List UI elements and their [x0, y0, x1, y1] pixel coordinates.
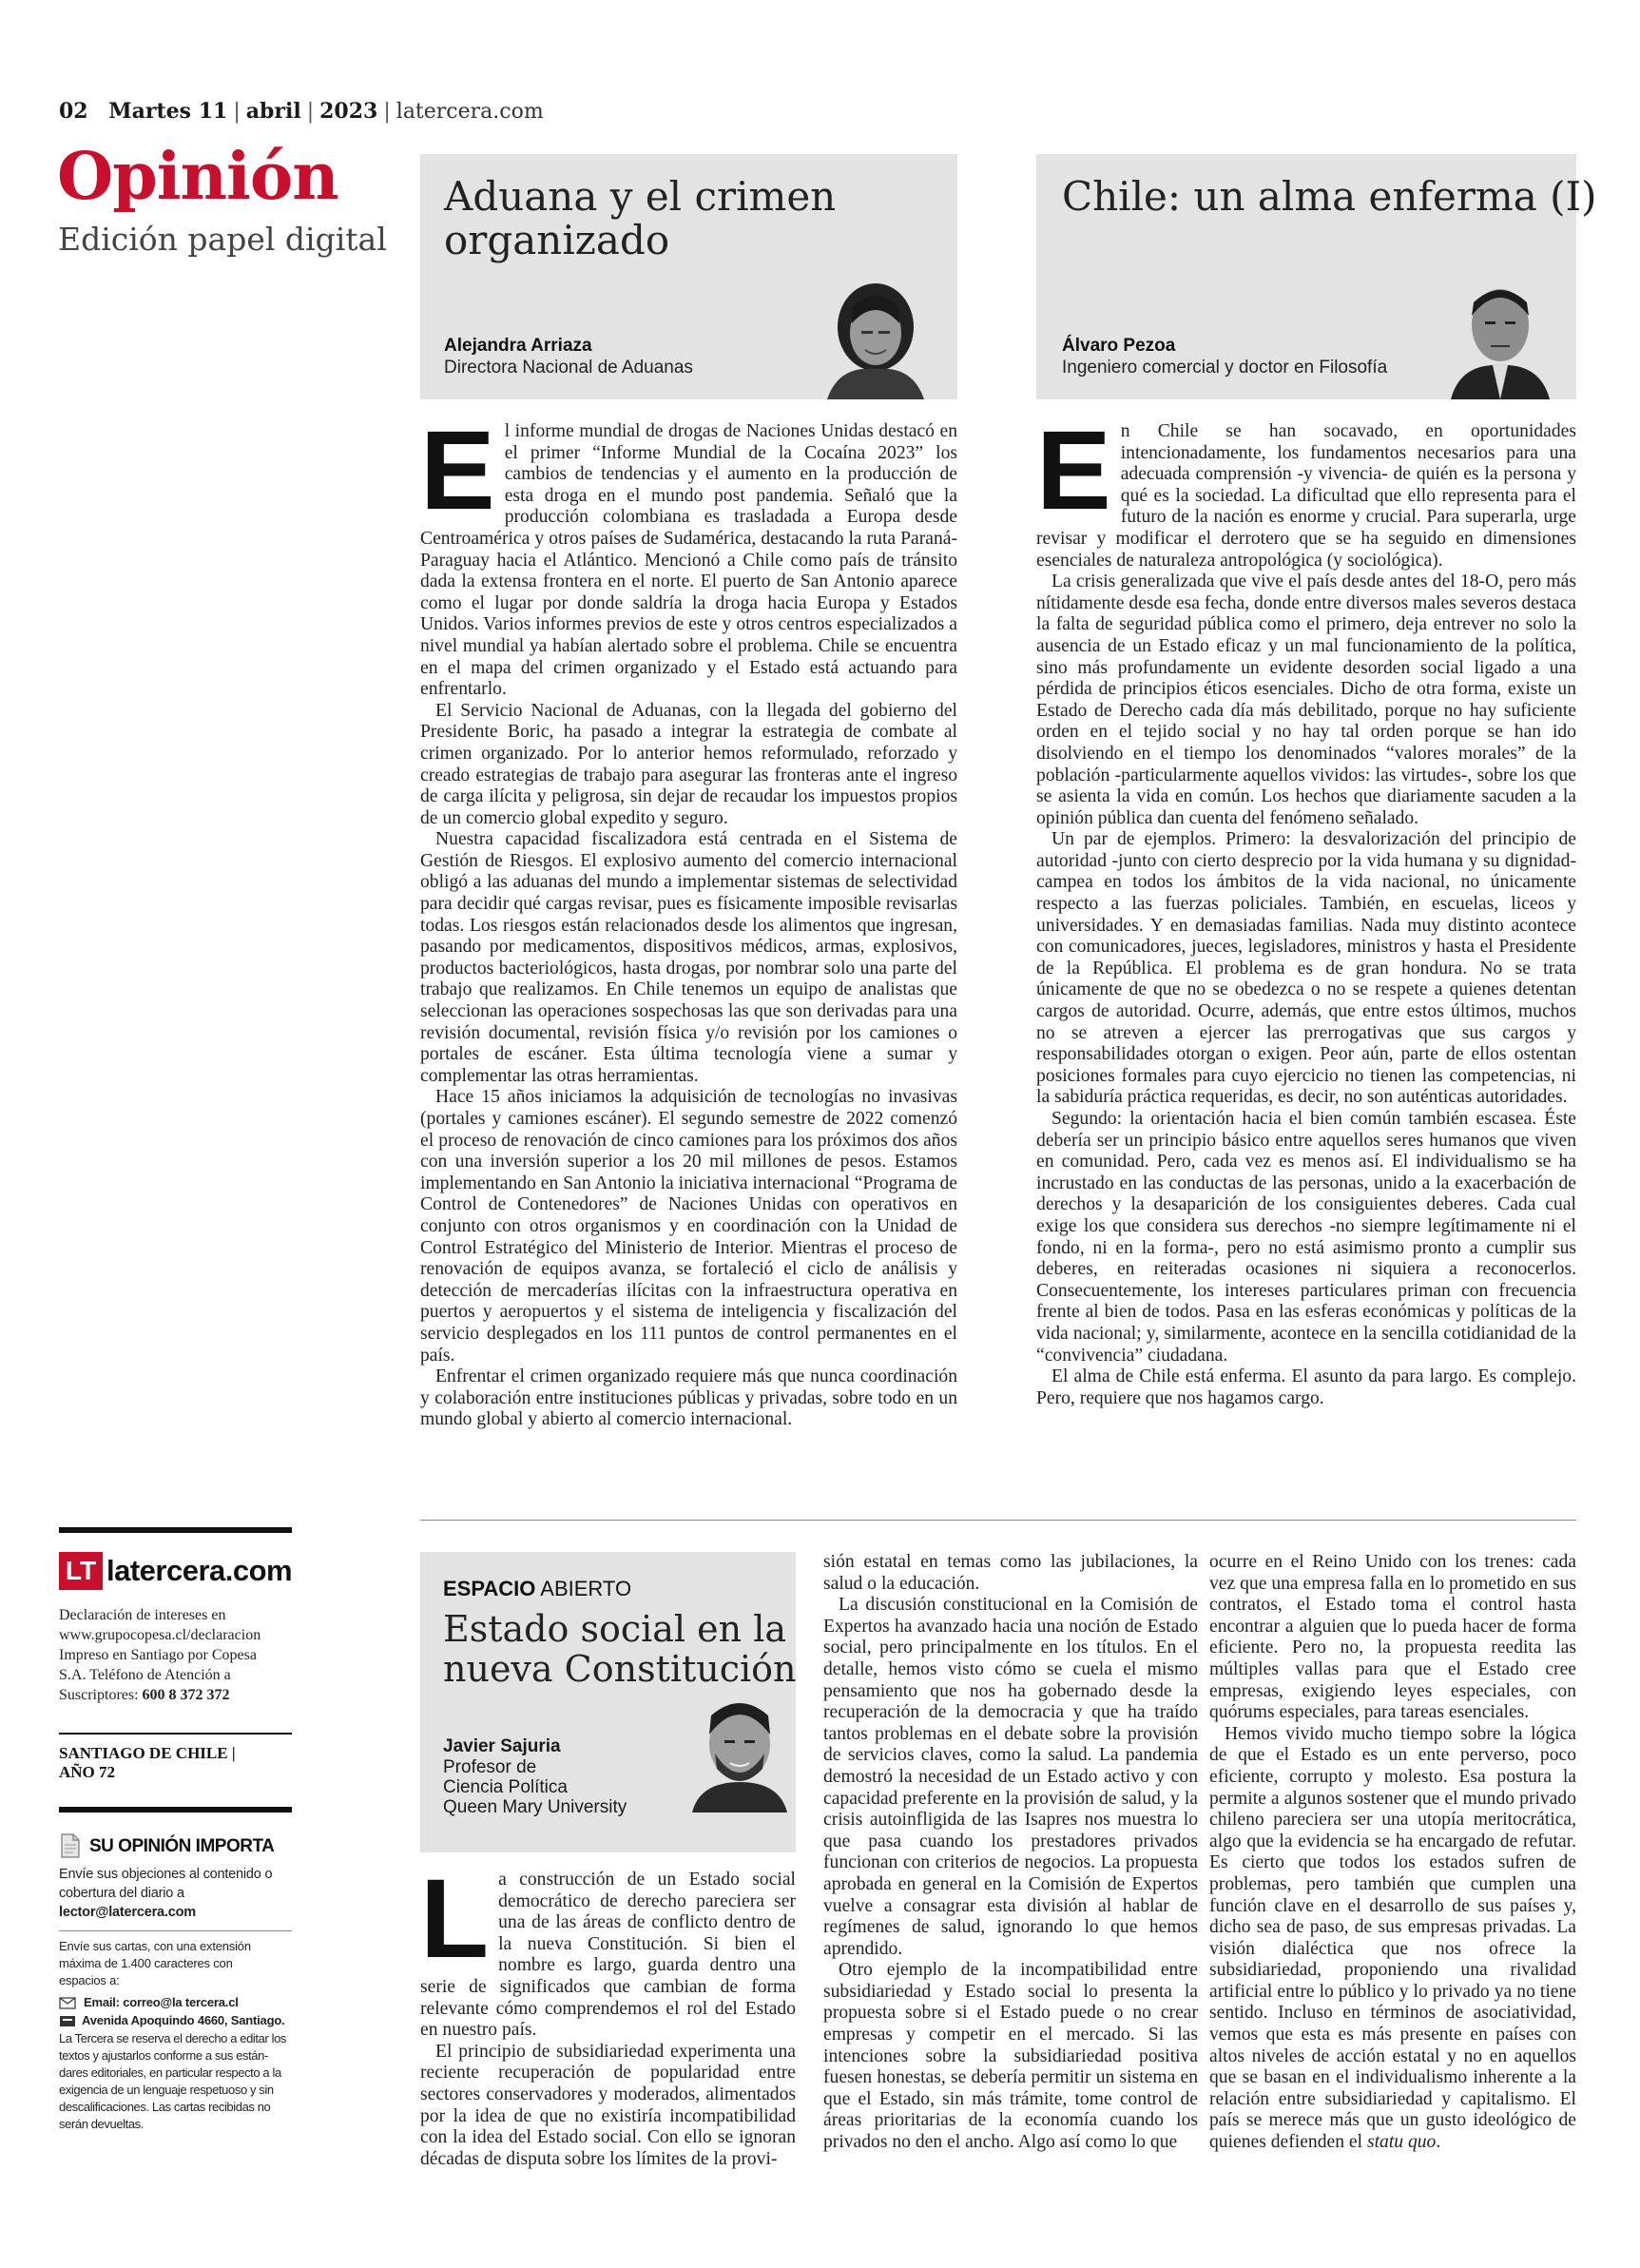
article3-paragraph: sión estatal en temas como las jubilaciones, la salud o la educación. — [823, 1552, 1198, 1594]
sidebar-rule — [59, 1930, 292, 1931]
article3-paragraph: Hemos vivido mucho tiempo sobre la lógica de que el Estado es un ente perverso, poco eficiente, corrupto y molesto. Esa postura la permite a algunos sostener que el mundo privado chileno pareciera ser una utopía meritocrática, algo que la evidencia se ha encargado de refutar. Es cierto que todos los estados sufren de problemas, pero también que cumplen una función clave en el desarrollo de sus países y, dicho sea de paso, de sus empresas privadas. La visión dialéctica que nos ofrece la subsidiariedad, proponiendo una rivalidad artificial entre lo público y lo privado ya no tiene sentido. Incluso en términos de asociatividad, vemos que esta es más presente en países con altos niveles de acción estatal y no en aquellos que se basan en el individualismo inherente a la relación entre subsidiariedad y capitalismo. El país se merece más que un gusto ideológico de quienes defienden el statu quo. — [1209, 1723, 1576, 2153]
article1-paragraph: Hace 15 años iniciamos la adquisición de tecnologías no invasivas (portales y camiones escáner). El segundo semestre de 2022 comenzó el proceso de renovación de cinco camiones para los próximos dos años con una inversión superior a los 20 mil millones de pesos. Estamos implementando en San Antonio la iniciativa internacional “Programa de Control de Contenedores” de Naciones Unidas con operativos en conjunto con otros organismos y en coordinación con la Unidad de Control Estratégico del Ministerio de Interior. Mientras el proceso de renovación de equipos avanza, se fortaleció el ciclo de análisis y detección de mercaderías ilícitas con la infraestructura operativa en puertos y aeropuertos y el sistema de inteligencia y fiscalización del servicio desplegados en los 111 puntos de control permanentes en el país. — [420, 1087, 957, 1366]
article3-column-2 — [823, 1552, 1198, 2161]
article2-author: Álvaro Pezoa — [1062, 336, 1176, 356]
letters-email[interactable]: Email: correo@la tercera.cl — [84, 1995, 239, 2009]
article2-paragraph: En Chile se han socavado, en oportunidades intencionadamente, los fundamentos necesarios para una adecuada comprensión -y vivencia- de quién es la persona y qué es la sociedad. La dificultad que ello representa para el futuro de la nación es enorme y crucial. Para superarla, urge revisar y modificar el derrotero que se ha seguido en dimensiones esenciales de naturaleza antropológica (y sociológica). — [1036, 408, 1576, 571]
article3-paragraph: El principio de subsidiariedad experimenta una reciente recuperación de popularidad entre sectores conservadores y moderados, alimentados por la idea de que no existiría incompatibilidad con la idea del Estado social. Con ello se ignoran décadas de disputa sobre los límites de la provi- — [420, 2041, 796, 2169]
page-folio: 02 Martes 11 | abril | 2023 | latercera.com — [59, 99, 544, 124]
italic-phrase: statu quo — [1366, 2132, 1437, 2153]
mailbox-icon — [59, 2015, 76, 2027]
dropcap: E — [1036, 408, 1111, 533]
article3-title: Estado social en la nueva Constitución — [443, 1608, 797, 1690]
dropcap: L — [420, 1856, 490, 1982]
article3-author: Javier Sajuria — [443, 1736, 561, 1756]
article3-role: Profesor de Ciencia Política Queen Mary University — [443, 1757, 627, 1817]
article3-paragraph: La discusión constitucional en la Comisión de Expertos ha avanzado hacia una noción de Estado social, pero principalmente en los títulos. En el detalle, hemos visto cómo se cuela el mismo pensamiento que nos ha gobernado desde la recuperación de la democracia y que ha traído tantos problemas en el debate sobre la provisión de servicios claves, como la salud. La pandemia demostró la necesidad de un Estado activo y con capacidad preferente en la provisión de salud, y la crisis autoinfligida de las Isapres nos muestra lo que pasa cuando los prestadores privados funcionan con criterios de negocios. La propuesta aprobada en general en la Comisión de Expertos vuelve a consagrar esta división al hablar de regímenes de salud, ignorando lo que hemos aprendido. — [823, 1595, 1198, 1959]
article1-paragraph: El Servicio Nacional de Aduanas, con la llegada del gobierno del Presidente Boric, ha pasado a integrar la estrategia de combate al crimen organizado. Por lo anterior hemos reformulado, reforzado y creado estrategias de trabajo para asegurar las fronteras ante el ingreso de carga ilícita y peligrosa, sin dejar de recaudar los impuestos propios de un comercio global expedito y seguro. — [420, 700, 957, 828]
latercera-logo: LT — [59, 1552, 103, 1590]
article3-column-1 — [420, 1856, 796, 2169]
article2-paragraph: La crisis generalizada que vive el país desde antes del 18-O, pero más nítidamente desde esa fecha, donde entre diversos males severos destaca la falta de seguridad pública como el primero, deja entrever no solo la ausencia de un Estado eficaz y un mal funcionamiento de la política, sino más profundamente un evidente desorden social ligado a una pérdida de principios éticos esenciales. Dicho de otra forma, existe un Estado de Derecho cada día más debilitado, porque no hay suficiente orden en el tejido social y no hay tal orden porque se han ido disolviendo en el tiempo los denominados “valores morales” de la población -particularmente aquellos vividos: las virtudes-, sobre los que se asienta la vida en común. Los hechos que diariamente sacuden a la opinión pública dan cuenta del fenómeno señalado. — [1036, 572, 1576, 828]
sidebar-disclaimer: La Tercera se reserva el derecho a editar los textos y ajustarlos conforme a sus están- dares editoriales, en particular respecto a la exigencia de un lenguaje respetuoso y sin descalificaciones. Las cartas recibidas no serán devueltas. — [59, 2031, 287, 2131]
latercera-site-link[interactable]: latercera.com — [106, 1554, 293, 1587]
article1-paragraph: Enfrentar el crimen organizado requiere más que nunca coordinación y colaboración entre instituciones públicas y privadas, sobre todo en un mundo global y abierto al comercio internacional. — [420, 1367, 957, 1430]
sidebar-rule — [59, 1733, 292, 1735]
author-portrait — [688, 1687, 791, 1812]
sidebar-objections: Envíe sus objeciones al contenido o cobertura del diario a lector@latercera.com — [59, 1865, 297, 1922]
article2-paragraph: Un par de ejemplos. Primero: la desvalorización del principio de autoridad -junto con cierto desprecio por la vida humana y su dignidad- campea en todos los ámbitos de la vida nacional, no únicamente respecto a las fuerzas policiales. También, en escuelas, liceos y universidades. Y en demasiadas familias. Nada muy distinto acontece con comunicadores, jueces, legisladores, ministros y hasta el Presidente de la República. El problema es de gran hondura. No se trata únicamente de que no se obedezca o no se respete a quienes detentan cargos de autoridad. Ocurre, además, que entre estos últimos, muchos no se atreven a ejercer las prerrogativas que sus cargos y responsabilidades otorgan o exigen. Peor aún, parte de ellos ostentan posiciones formales para cuyo ejercicio no tienen las competencias, ni la sabiduría práctica requeridas, es decir, no son auténticas autoridades. — [1036, 829, 1576, 1108]
section-subtitle: Edición papel digital — [58, 221, 387, 258]
sidebar-declaration: Declaración de intereses en www.grupocopesa.cl/declaracion Impreso en Santiago por Copesa S.A. Teléfono de Atención a Suscriptores: 600 8 372 372 — [59, 1607, 261, 1703]
document-icon — [60, 1833, 81, 1858]
article1-body — [420, 408, 957, 1505]
page-number: 02 — [59, 99, 88, 124]
article2-paragraph: El alma de Chile está enferma. El asunto da para largo. Es complejo. Pero, requiere que nos hagamos cargo. — [1036, 1367, 1576, 1408]
section-divider — [420, 1520, 1576, 1521]
su-opinion-title: SU OPINIÓN IMPORTA — [89, 1836, 275, 1856]
article1-paragraph: Nuestra capacidad fiscalizadora está centrada en el Sistema de Gestión de Riesgos. El explosivo aumento del comercio internacional obligó a las aduanas del mundo a implementar sistemas de selectividad para decidir qué cargas revisar, pues es físicamente imposible revisarlas todas. Los riesgos están relacionados desde los alimentos que ingresan, pasando por medicamentos, dispositivos médicos, armas, explosivos, productos bacteriológicos, hasta drogas, por nombrar solo una parte del trabajo que realizamos. En Chile tenemos un equipo de analistas que seleccionan las operaciones sospechosas las que son derivadas para una revisión documental, revisión física y/o revisión por los camiones o portales de escáner. Esta última tecnología viene a sumar y complementar las otras herramientas. — [420, 829, 957, 1086]
author-portrait — [820, 270, 932, 399]
article3-paragraph: ocurre en el Reino Unido con los trenes: cada vez que una empresa falla en lo prometido en sus contratos, el Estado toma el control hasta encontrar a alguien que lo pueda hacer de forma eficiente. Pero no, la propuesta reedita las múltiples vallas para que el Estado cree empresas, exigiendo leyes especiales, con quórums especiales, para tareas esenciales. — [1209, 1552, 1576, 1723]
sidebar-city: SANTIAGO DE CHILE | AÑO 72 — [59, 1744, 236, 1781]
objections-email[interactable]: lector@latercera.com — [59, 1905, 196, 1920]
sidebar-rule — [59, 1807, 292, 1812]
article3-paragraph: La construcción de un Estado social democrático de derecho pareciera ser una de las áreas de conflicto dentro de la nueva Constitución. Si bien el nombre es largo, guarda dentro una serie de significados que cambian de forma relevante cómo comprendemos el rol del Estado en nuestro país. — [420, 1856, 796, 2041]
letters-address: Avenida Apoquindo 4660, Santiago. — [82, 2013, 285, 2027]
subscriber-phone: 600 8 372 372 — [142, 1687, 230, 1703]
author-portrait — [1447, 270, 1553, 399]
article1-paragraph: El informe mundial de drogas de Naciones Unidas destacó en el primer “Informe Mundial de la Cocaína 2023” los cambios de tendencias y el aumento en la producción de esta droga en el mundo post pandemia. Señaló que la producción colombiana es trasladada a Europa desde Centroamérica y otros países de Sudamérica, destacando la ruta Paraná-Paraguay hacia el Atlántico. Mencionó a Chile como país de tránsito dada la extensa frontera en el norte. El puerto de San Antonio aparece como el lugar por donde saldría la droga hacia Europa y Estados Unidos. Varios informes previos de este y otros centros especializados a nivel mundial ya habían alertado sobre el problema. Chile se encuentra en el mapa del crimen organizado y el Estado está actuando para enfrentarlo. — [420, 408, 957, 700]
article3-column-3 — [1209, 1552, 1576, 2161]
article2-role: Ingeniero comercial y doctor en Filosofía — [1062, 358, 1388, 378]
article1-title: Aduana y el crimen organizado — [444, 173, 837, 263]
article1-role: Directora Nacional de Aduanas — [444, 358, 693, 378]
sidebar-rule — [59, 1527, 292, 1533]
article1-author: Alejandra Arriaza — [444, 336, 592, 356]
article1-header — [420, 154, 957, 399]
envelope-icon — [59, 1997, 76, 2009]
espacio-abierto-kicker: ESPACIO ABIERTO — [443, 1577, 632, 1600]
issue-year: 2023 — [319, 99, 378, 124]
article3-paragraph: Otro ejemplo de la incompatibilidad entre subsidiariedad y Estado social lo presenta la propuesta sobre si el Estado puede o no crear empresas y competir en el mercado. Si las intenciones sobre la subsidiariedad positiva fuesen honestas, se debería permitir un sistema en que el Estado, sin más trámite, tome control de áreas prioritarias de la economía cuando los privados no den el ancho. Algo así como lo que — [823, 1960, 1198, 2153]
site-link[interactable]: latercera.com — [396, 100, 544, 124]
article2-title: Chile: un alma enferma (I) — [1062, 173, 1597, 220]
section-title: Opinión — [57, 139, 338, 215]
article2-body — [1036, 408, 1576, 1505]
issue-day: Martes 11 — [108, 99, 228, 124]
issue-month: abril — [245, 99, 301, 124]
sidebar-letters: Envíe sus cartas, con una extensión máxima de 1.400 caracteres con espacios a: — [59, 1939, 251, 1987]
article2-paragraph: Segundo: la orientación hacia el bien común también escasea. Éste debería ser un principio básico entre aquellos seres humanos que viven en comunidad. Pero, cada vez es menos así. El individualismo se ha incrustado en las conductas de las personas, unido a la exacerbación de derechos y la desaparición de los consiguientes deberes. Cada cual exige los que considera sus derechos -no siempre legítimamente ni el fondo, ni en la forma-, pero no está asimismo pronto a cumplir sus deberes, en reiteradas ocasiones ni siquiera a reconocerlos. Consecuentemente, los intereses particulares priman con frecuencia frente al bien de todos. Pasa en las esferas económicas y políticas de la vida nacional; y, similarmente, acontece en la sencilla cotidianidad de la “convivencia” ciudadana. — [1036, 1109, 1576, 1366]
article2-header — [1036, 154, 1597, 399]
dropcap: E — [420, 408, 495, 533]
